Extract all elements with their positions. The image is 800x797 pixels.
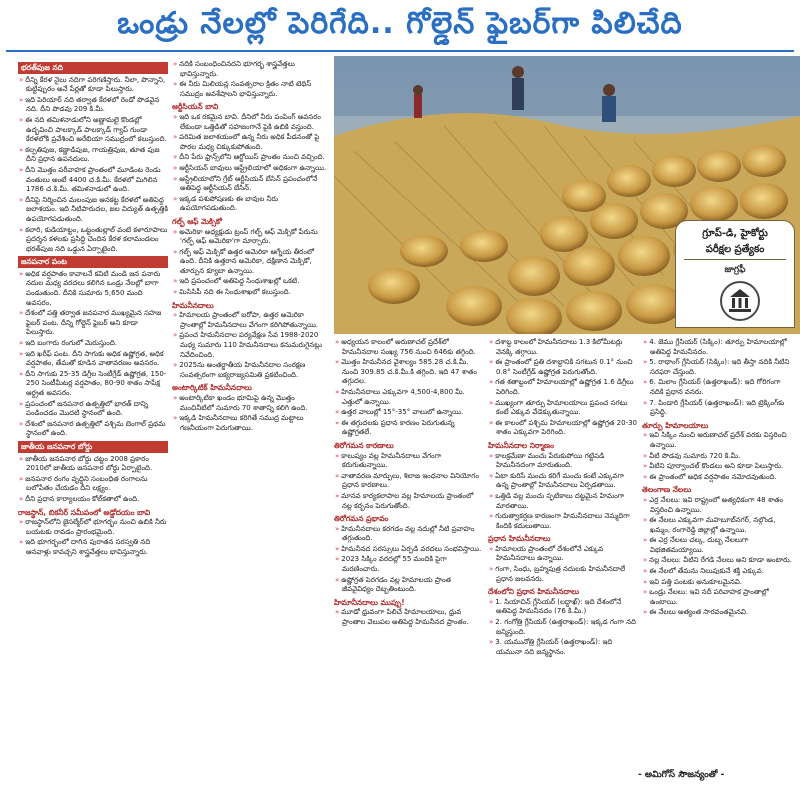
bullet-item: » ఇక్కడ పశుపోషణకు ఈ బావుల నీరు ఉపయోగపడుతుంది. xyxy=(172,195,330,214)
bullet-item: » దీని ప్రధాన కార్యాలయం కోల్‌కతాలో ఉంది. xyxy=(18,495,168,505)
bullet-item: » ఉత్తర వాలుల్లో 15°-35° వాలులో ఉన్నాయి. xyxy=(334,408,484,418)
section-heading: అంటార్కిటిక్ హిమనీనదాలు xyxy=(172,383,252,393)
bullet-item: » మూడో ధ్రువంగా పిలిచే హిమాలయాలు, ధ్రువ ప్రాంతాల వెలుపల అతిపెద్ద హిమనీనద ప్రాంతం. xyxy=(334,608,484,627)
bullet-item: » నల్ల నేలలు: వీటిని రేగడి నేలలు అని కూడా అంటారు. xyxy=(642,556,794,566)
bullet-item: » 6. మిలాం గ్లేసియర్ (ఉత్తరాఖండ్): ఇది గోరిగంగా నదికి ప్రధాన వనరు. xyxy=(642,378,794,397)
bullet-item: » హిమాలయ ప్రాంతంలో దేశంలోనే ఎక్కువ హిమనీనదాలు ఉన్నాయి. xyxy=(488,545,638,564)
bullet-item: » వీటిని పూర్వాంచల్ కొండలు అని కూడా పిలుస్తారు. xyxy=(642,462,794,472)
bullet-item: » 2. గంగోత్రి గ్లేసియర్ (ఉత్తరాఖండ్): ఇక్కడ గంగా నది జన్మిస్తుంది. xyxy=(488,618,638,637)
bullet-item: » కాలక్రమేణా మంచు పేరుకుపోయి గట్టిపడి హిమనీనదంగా మారుతుంది. xyxy=(488,452,638,471)
bullet-item: » దీనిపై నిర్మించిన మలంపుజ ఆనకట్ట కేరళలో అతిపెద్ద జలాశయం. ఇది నీటిపారుదల, జల విద్యుత్ ఉత్పత్తికి ఉపయోగపడుతుంది. xyxy=(18,196,168,225)
bullet-item: » దశాబ్ద కాలంలో హిమనీనదాలు 1.3 కిలోమీటర్లు వెనక్కి తగ్గాయి. xyxy=(488,338,638,357)
bullet-item: » గత శతాబ్దంలో హిమాలయాల్లో ఉష్ణోగ్రత 1.6 డిగ్రీలు పెరిగింది. xyxy=(488,378,638,397)
section-heading: జాతీయ జనపనార బోర్డు xyxy=(18,441,168,453)
bullet-item: » రాజస్థాన్‌లోని జైసల్మేర్‌లో భూగర్భం నుంచి ఉబికి నీరు బయటకు రావడం ప్రారంభమైంది. xyxy=(18,518,168,537)
bullet-item: » ఆస్ట్రేలియాలోని గ్రేట్ ఆర్టీసియన్ బేసిన్ ప్రపంచంలోనే అతిపెద్ద ఆర్టీసియన్ బేసిన్. xyxy=(172,175,330,194)
section-heading: ఆర్టీసియన్ బావి xyxy=(172,102,219,112)
bullet-item: » ఈ తగ్గుదలకు ప్రధాన కారణం పెరుగుతున్న ఉష్ణోగ్రతలే. xyxy=(334,419,484,438)
bullet-item: » ఈ నేలలు అత్యంత సారవంతమైనవి. xyxy=(642,608,794,618)
bullet-item: » ఈ ఎర్ర నేలలు చల్క, దుబ్బ నేలలుగా విభజితమయ్యాయి. xyxy=(642,536,794,555)
exam-special-badge xyxy=(675,220,795,328)
section-heading: హిమనీనదాలు xyxy=(172,300,214,310)
bullet-item: » పరిమిత జలాశయంలో ఉన్న నీరు అధిక పీడనంతో పై పొరల మధ్య చిక్కుకుపోతుంది. xyxy=(172,133,330,152)
section-heading: తిరోగమన ప్రభావం xyxy=(334,514,389,524)
bullet-item: » హిమాలయ ప్రాంతంలో ఐరోపా, ఉత్తర అమెరికా ప్రాంతాల్లో హిమనీనదాలు వేగంగా కరిగిపోతున్నాయి. xyxy=(172,311,330,330)
headline-rule xyxy=(6,50,794,52)
bullet-item: » ఒండ్రు నేలలు: ఇవి నదీ పరివాహక ప్రాంతాల్లో ఉంటాయి. xyxy=(642,588,794,607)
bullet-item: » ప్రపంచంలో జనపనార ఉత్పత్తిలో భారత్ దాన్ని పండించడం మొదటి స్థానంలో ఉంది. xyxy=(18,400,168,419)
badge-line-2: పరీక్షల ప్రత్యేకం xyxy=(705,244,765,255)
bullet-item: » ఏటా కురిసే మంచు కరిగే మంచు కంటే ఎక్కువగా ఉన్న ప్రాంతాల్లో హిమనీనదాలు ఏర్పడతాయి. xyxy=(488,472,638,491)
article-column-4 xyxy=(488,338,638,793)
bullet-item: » ఇవి సిక్కిం నుంచి అరుణాచల్ ప్రదేశ్ వరకు విస్తరించి ఉన్నాయి. xyxy=(642,431,794,450)
bullet-item: » వీటి పొడవు సుమారు 720 కి.మీ. xyxy=(642,452,794,462)
bullet-item: » ముఖ్యంగా తూర్పు హిమాలయాలు ప్రపంచ సగటు కంటే ఎక్కువ వేడెక్కుతున్నాయి. xyxy=(488,399,638,418)
bullet-item: » ఇవి పత్తి పంటకు అనుకూలమైనవి. xyxy=(642,578,794,588)
bullet-item: » మిసిసిపీ నది ఈ సింధుశాఖలో కలుస్తుంది. xyxy=(172,288,330,298)
bullet-item: » ఈ ప్రాంతంలో ప్రతి దశాబ్దానికి సగటున 0.1° నుంచి 0.8° సెంటీగ్రేడ్ ఉష్ణోగ్రత పెరుగుతోంది. xyxy=(488,358,638,377)
bullet-item: » ఇది ప్రపంచంలో అతిపెద్ద సింధుశాఖల్లో ఒకటి. xyxy=(172,277,330,287)
bullet-item: » దీని సాగుకు 25-35 డిగ్రీల సెంటీగ్రేడ్ ఉష్ణోగ్రత, 150-250 సెంటీమీటర్ల వర్షపాతం, 80-90 శాతం సాపేక్ష ఆర్ద్రత అవసరం. xyxy=(18,370,168,399)
bullet-item: » హిమనీనదాలు కరగడం వల్ల నదుల్లో నీటి ప్రవాహం తగ్గుతుంది. xyxy=(334,525,484,544)
bullet-item: » దీన్ని కేరళ నైలు నదిగా పరిగణిస్తారు. నీలా, పొన్నాని, కుట్టిప్పురం అనే పేర్లతో కూడా పిలుస్తారు. xyxy=(18,76,168,95)
building-icon xyxy=(720,281,760,321)
bullet-item: » 5. రాథాంగ్ గ్లేసియర్ (సిక్కిం): ఇది తీస్తా నదికి నీటిని సరఫరా చేస్తుంది. xyxy=(642,358,794,377)
bullet-item: » 1. సియాచిన్ గ్లేసియర్ (లద్దాఖ్): ఇది దేశంలోనే అతిపెద్ద హిమనీనదం (76 కి.మీ.) xyxy=(488,598,638,617)
bullet-item: » దేశంలో జనపనార ఉత్పత్తిలో పశ్చిమ బెంగాల్ ప్రథమ స్థానంలో ఉంది. xyxy=(18,420,168,439)
section-heading: హిమనీనదాల నిర్మాణం xyxy=(488,440,554,450)
badge-divider xyxy=(684,259,786,260)
section-heading: తెలంగాణ నేలలు xyxy=(642,485,692,495)
bullet-item: » ఇక్కడి హిమనీనదాలు కరిగితే సముద్ర మట్టాలు గణనీయంగా పెరుగుతాయి. xyxy=(172,414,330,433)
bullet-item: » 3. యమునోత్రి గ్లేసియర్ (ఉత్తరాఖండ్): ఇది యమునా నది జన్మస్థానం. xyxy=(488,638,638,657)
bullet-item: » దీని పేరు ఫ్రాన్స్‌లోని ఆర్టోయిస్ ప్రాంతం నుంచి వచ్చింది. xyxy=(172,153,330,163)
bullet-item: » ఇది భూగర్భంలో దాగిన పురాతన సరస్వతి నది ఆనవాళ్లు కావచ్చని శాస్త్రవేత్తలు భావిస్తున్నారు. xyxy=(18,538,168,557)
bullet-item: » ఇది పెరియార్ నది తర్వాత కేరళలో రెండో పొడవైన నది. దీని పొడవు 209 కి.మీ. xyxy=(18,96,168,115)
source-credit: - అమిగోస్ సౌజన్యంతో - xyxy=(638,770,725,780)
bullet-item: » దీని మొత్తం పరీవాహక ప్రాంతంలో మూడింట రెండు వంతులు అంటే 4400 చ.కి.మీ. కేరళలో మిగిలిన 1786 చ.కి.మీ. తమిళనాడులో ఉంది. xyxy=(18,166,168,195)
bullet-item: » ఈ నది తమిళనాడులోని అణ్ణామలై కొండల్లో ఉద్భవించి పాలక్కాడ్ పాలక్కాడ్ గ్యాప్ గుండా కేరళలోకి ప్రవేశించి అరేబియా సముద్రంలో కలుస్తుంది. xyxy=(18,116,168,145)
section-heading: రాజస్థాన్, బికనీర్ సమీపంలో అడ్డోదయం బావి xyxy=(18,507,151,517)
section-heading: ప్రధాన హిమనీనదాలు xyxy=(488,534,551,544)
badge-subject: జాగ్రఫీ xyxy=(724,265,746,275)
bullet-item: » ఎర్ర నేలలు: ఇవి రాష్ట్రంలో అత్యధికంగా 48 శాతం విస్తరించి ఉన్నాయి. xyxy=(642,496,794,515)
section-heading: తిరోగమన కారణాలు xyxy=(334,440,394,450)
bullet-item: » ఉష్ణోగ్రత పెరగడం వల్ల హిమాలయ ప్రాంత జీవవైవిధ్యం దెబ్బతింటుంది. xyxy=(334,576,484,595)
bullet-item: » గురుత్వాకర్షణ కారణంగా హిమనీనదాలు నెమ్మదిగా కిందికి కదులుతాయి. xyxy=(488,512,638,531)
section-heading: హిమానీనదాలు ముప్పు! xyxy=(334,597,405,607)
bullet-item: » అధిక వర్షపాతం కావాలనే కవిటి మండి జన పనారు నదుల మధ్య వరదలు కలిగిన ఒండ్రు నేలల్లో బాగా పండుతుంది. దీనికి సుమారు 5,650 మంది అవసరం. xyxy=(18,270,168,308)
bullet-item: » వాతావరణ మార్పులు, శిలాజ ఇంధనాల వినియోగం ప్రధాన కారణాలు. xyxy=(334,472,484,491)
bullet-item: » ఒత్తిడి వల్ల మంచు స్ఫటికాలు దట్టమైన హిమంగా మారతాయి. xyxy=(488,492,638,511)
bullet-item: » కలారి, కుడియాట్టం, ఒట్టంతుల్లాల్ వంటి కళారూపాలు ప్రదర్శన కళలకు ప్రసిద్ధి చెందిన కేరళ కలామండలం భరత్‌పుజ నది ఒడ్డున ఏర్పాటైంది. xyxy=(18,226,168,255)
bullet-item: » ఇది బంగారు రంగులో మెరుస్తుంది. xyxy=(18,339,168,349)
bullet-item: » ఈ నేలలు ఎక్కువగా మహబూబ్‌నగర్, నల్గొండ, ఖమ్మం, రంగారెడ్డి జిల్లాల్లో ఉన్నాయి. xyxy=(642,516,794,535)
bullet-item: » హిమనీనదాలు ఎక్కువగా 4,500-4,800 మీ. ఎత్తులో ఉన్నాయి. xyxy=(334,388,484,407)
badge-line-1: గ్రూప్-డి, హైకోర్టు xyxy=(702,228,768,239)
bullet-item: » 7. పిండారి గ్లేసియర్ (ఉత్తరాఖండ్): ఇది ట్రెక్కింగ్‌కు ప్రసిద్ధి. xyxy=(642,399,794,418)
bullet-item: » మానవ కార్యకలాపాల వల్ల హిమాలయ ప్రాంతంలో నల్ల కర్బనం పెరుగుతోంది. xyxy=(334,492,484,511)
bullet-item: » మొత్తం హిమనీనద వైశాల్యం 585.28 చ.కి.మీ. నుంచి 309.85 చ.కి.మీ.కి తగ్గింది. ఇది 47 శాతం తగ్గుదల. xyxy=(334,358,484,387)
bullet-item: » జాతీయ జనపనార బోర్డు చట్టం 2008 ప్రకారం 2010లో జాతీయ జనపనార బోర్డు ఏర్పాటైంది. xyxy=(18,455,168,474)
article-column-5 xyxy=(642,338,794,766)
section-heading: తూర్పు హిమాలయాలు xyxy=(642,420,709,430)
page-headline: ఒండ్రు నేలల్లో పెరిగేది.. గోల్డెన్ ఫైబర్‌గా పిలిచేది xyxy=(0,0,800,54)
bullet-item: » ఇది ఖరీఫ్ పంట. దీని సాగుకు అధిక ఉష్ణోగ్రత, అధిక వర్షపాతం, తేమతో కూడిన వాతావరణం అవసరం. xyxy=(18,350,168,369)
bullet-item: » 2025ను అంతర్జాతీయ హిమనీనదాల సంరక్షణ సంవత్సరంగా ఐక్యరాజ్యసమితి ప్రకటించింది. xyxy=(172,361,330,380)
bullet-item: » నదికి సంబంధించినదని భూగర్భ శాస్త్రవేత్తలు భావిస్తున్నారు. xyxy=(172,60,330,79)
bullet-item: » ఈ నీరు మిలియన్ల సంవత్సరాల క్రితం నాటి టెథిస్ సముద్రం అవశేషాలని భావిస్తున్నారు. xyxy=(172,80,330,99)
section-heading: భరత్‌పుజ నది xyxy=(18,62,168,74)
bullet-item: » అమెరికా అధ్యక్షుడు ట్రంప్ గల్ఫ్ ఆఫ్ మెక్సికో పేరును 'గల్ఫ్ ఆఫ్ అమెరికా'గా మార్చారు. xyxy=(172,228,330,247)
bullet-item: » ఈ కాలంలో పశ్చిమ హిమాలయాల్లో ఉష్ణోగ్రత 20-30 శాతం ఎక్కువగా పెరిగింది. xyxy=(488,419,638,438)
bullet-item: » జనపనార రంగం వృద్ధిని సంబంధిత రంగాలను బలోపేతం చేయడం దీని లక్ష్యం. xyxy=(18,475,168,494)
bullet-item: » ఆర్టీసియన్ బావులు ఆస్ట్రేలియాలో అధికంగా ఉన్నాయి. xyxy=(172,164,330,174)
bullet-item: » ఇది ఒక రకమైన బావి. దీనిలో నీరు పంపింగ్ అవసరం లేకుండా ఒత్తిడితో సహజంగానే పైకి ఉబికి వస్తుంది. xyxy=(172,113,330,132)
section-heading: గల్ఫ్ ఆఫ్ మెక్సికో xyxy=(172,216,222,226)
section-heading: జనపనార పంట xyxy=(18,256,168,268)
bullet-item: » అంటార్కిటికా ఖండం భూమిపై ఉన్న మొత్తం మంచినీటిలో సుమారు 70 శాతాన్ని కలిగి ఉంది. xyxy=(172,394,330,413)
bullet-item: » కాలుష్యం వల్ల హిమనీనదాలు వేగంగా కరుగుతున్నాయి. xyxy=(334,452,484,471)
bullet-item: » ఈ నేలలో తేమను నిలుపుకునే శక్తి ఎక్కువ. xyxy=(642,567,794,577)
bullet-item: » 2023 సిక్కిం వరదల్లో 55 మందికి పైగా మరణించారు. xyxy=(334,555,484,574)
bullet-item: » ప్రపంచ హిమనీనదాల పర్యవేక్షణ సేవ 1988-2020 మధ్య సుమారు 110 హిమనీనదాలు కనుమరుగైనట్లు నివేదించింది. xyxy=(172,331,330,360)
bullet-item: » ఈ ప్రాంతంలో అధిక వర్షపాతం నమోదవుతుంది. xyxy=(642,473,794,483)
article-column-2 xyxy=(172,60,330,790)
section-heading: దేశంలోని ప్రధాన హిమనీనదాలు xyxy=(488,587,580,597)
bullet-item: » అధ్యయన కాలంలో అరుణాచల్ ప్రదేశ్‌లో హిమనీనదాల సంఖ్య 756 నుంచి 646కు తగ్గింది. xyxy=(334,338,484,357)
article-column-3 xyxy=(334,338,484,793)
bullet-item: » గల్ఫ్ ఆఫ్ మెక్సికో ఉత్తర అమెరికా ఆగ్నేయ తీరంలో ఉంది. దీనికి ఉత్తరాన అమెరికా, దక్షిణాన మెక్సికో, తూర్పున క్యూబా ఉన్నాయి. xyxy=(172,248,330,277)
bullet-item: » గంగా, సింధు, బ్రహ్మపుత్ర నదులకు హిమనీనదాలే ప్రధాన జలవనరు. xyxy=(488,565,638,584)
bullet-item: » కల్పతిపుజ, కణ్ణాడిపుజ, గాయత్రిపుజ, తూత పుజ దీని ప్రధాన ఉపనదులు. xyxy=(18,146,168,165)
article-column-1 xyxy=(18,60,168,790)
bullet-item: » హిమనీనద సరస్సులు ఏర్పడి వరదలు సంభవిస్తాయి. xyxy=(334,545,484,555)
bullet-item: » దేశంలో పత్తి తర్వాత జనపనార ముఖ్యమైన సహజ ఫైబర్ పంట. దీన్ని గోల్డెన్ ఫైబర్ అని కూడా పిలుస్తారు. xyxy=(18,309,168,338)
bullet-item: » 4. జెము గ్లేసియర్ (సిక్కిం): తూర్పు హిమాలయాల్లో అతిపెద్ద హిమనీనదం. xyxy=(642,338,794,357)
